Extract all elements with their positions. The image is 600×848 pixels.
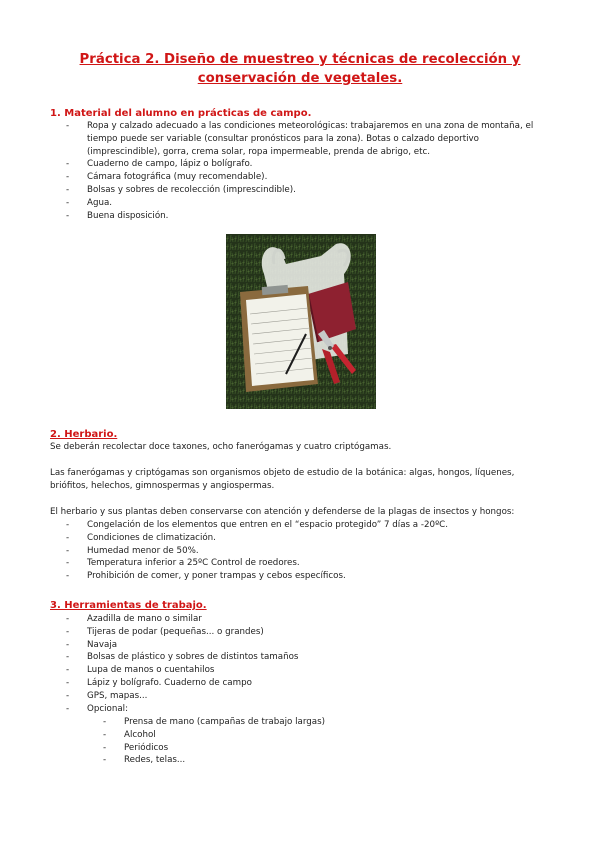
material-list bbox=[87, 120, 552, 222]
list-item: - Lápiz y bolígrafo. Cuaderno de campo bbox=[87, 677, 552, 690]
section-heading-herbario: 2. Herbario. bbox=[50, 429, 118, 440]
list-item: - Periódicos bbox=[124, 742, 524, 755]
conservation-list bbox=[87, 519, 552, 583]
list-item: - Navaja bbox=[87, 639, 552, 652]
section-heading-material: 1. Material del alumno en prácticas de campo. bbox=[50, 108, 312, 119]
list-item: - Temperatura inferior a 25ºC Control de roedores. bbox=[87, 557, 552, 570]
herbario-paragraph-3: El herbario y sus plantas deben conservarse con atención y defenderse de la plagas de insectos y hongos: bbox=[50, 507, 515, 517]
herbario-paragraph-2: Las fanerógamas y criptógamas son organismos objeto de estudio de la botánica: algas, hongos, líquenes, briófitos, helechos, gimnospermas y angiospermas. bbox=[50, 468, 515, 491]
list-item: - GPS, mapas... bbox=[87, 690, 552, 703]
list-item: - Redes, telas... bbox=[124, 754, 524, 767]
list-item: - Agua. bbox=[87, 197, 552, 210]
herbario-paragraph-1: Se deberán recolectar doce taxones, ocho fanerógamas y cuatro criptógamas. bbox=[50, 442, 392, 452]
list-item: - Bolsas y sobres de recolección (imprescindible). bbox=[87, 184, 552, 197]
list-item: - Alcohol bbox=[124, 729, 524, 742]
list-item: - Opcional: bbox=[87, 703, 552, 716]
list-item: - Cámara fotográfica (muy recomendable). bbox=[87, 171, 552, 184]
list-item: - Prohibición de comer, y poner trampas y cebos específicos. bbox=[87, 570, 552, 583]
page-title: Práctica 2. Diseño de muestreo y técnicas de recolección y conservación de vegetales. bbox=[79, 52, 521, 86]
list-item: - Cuaderno de campo, lápiz o bolígrafo. bbox=[87, 158, 552, 171]
list-item: - Buena disposición. bbox=[87, 210, 552, 223]
tools-list bbox=[87, 613, 552, 715]
section-heading-herramientas: 3. Herramientas de trabajo. bbox=[50, 600, 207, 611]
list-item: - Humedad menor de 50%. bbox=[87, 545, 552, 558]
list-item: - Ropa y calzado adecuado a las condiciones meteorológicas: trabajaremos en una zona de montaña, el tiempo puede ser variable (consultar pronósticos para la zona). Botas o calzado deportivo (imprescindible), gorra, crema solar, ropa impermeable, prenda de abrigo, etc. bbox=[87, 120, 552, 158]
optional-tools-list bbox=[124, 716, 524, 767]
list-item: - Lupa de manos o cuentahilos bbox=[87, 664, 552, 677]
list-item: - Bolsas de plástico y sobres de distintos tamaños bbox=[87, 651, 552, 664]
list-item: - Prensa de mano (campañas de trabajo largas) bbox=[124, 716, 524, 729]
list-item: - Congelación de los elementos que entren en el “espacio protegido” 7 días a -20ºC. bbox=[87, 519, 552, 532]
list-item: - Tijeras de podar (pequeñas... o grandes) bbox=[87, 626, 552, 639]
list-item: - Condiciones de climatización. bbox=[87, 532, 552, 545]
list-item: - Azadilla de mano o similar bbox=[87, 613, 552, 626]
field-materials-photo bbox=[226, 234, 376, 409]
